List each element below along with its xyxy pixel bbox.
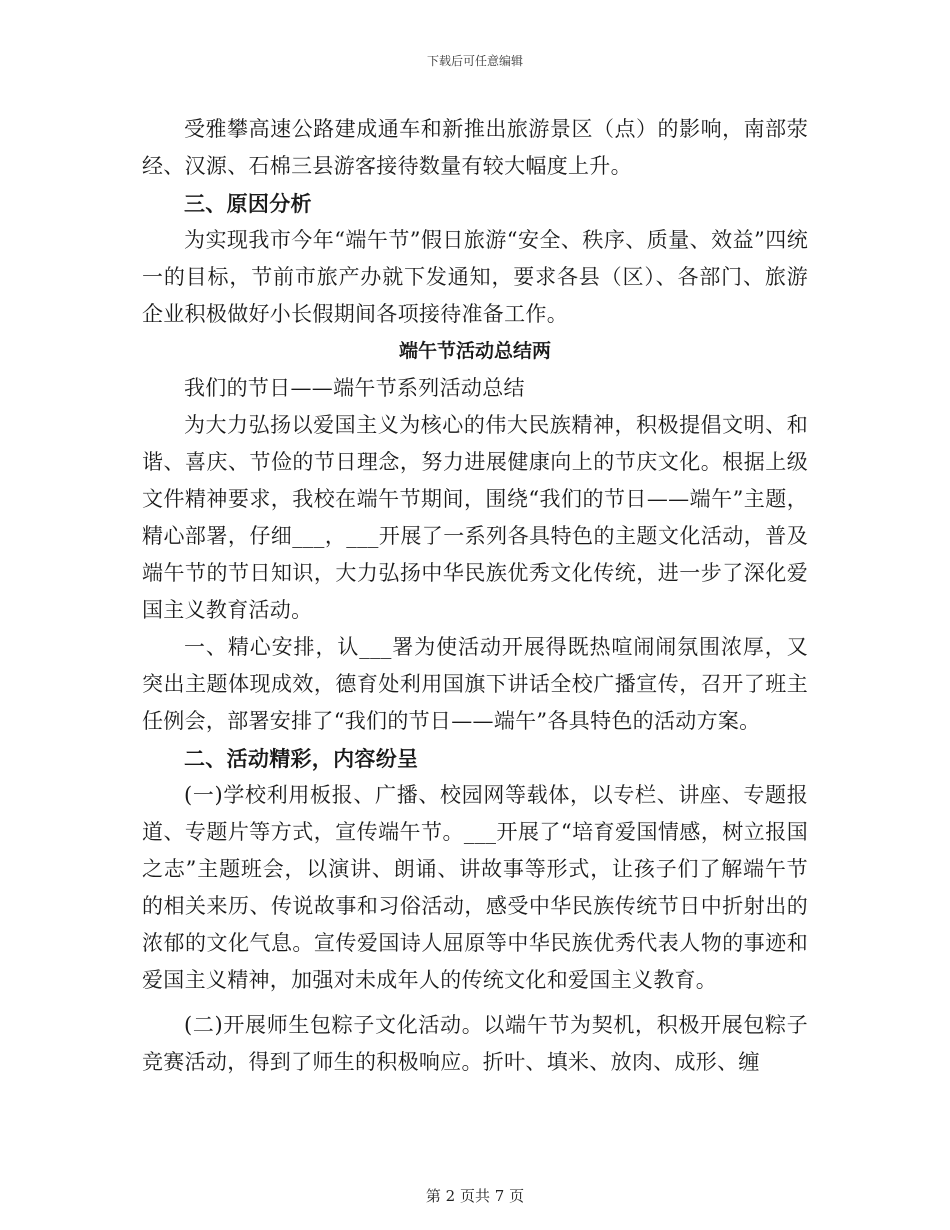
paragraph-arrangement: 一、精心安排，认___署为使活动开展得既热喧闹闹氛围浓厚，又突出主题体现成效，德育处利用国旗下讲话全校广播宣传，召开了班主任例会，部署安排了“我们的节日——端午”各具特色的活动方案。 bbox=[142, 635, 808, 733]
paragraph-cause-detail: 为实现我市今年“端午节”假日旅游“安全、秩序、质量、效益”四统一的目标，节前市旅产办就下发通知，要求各县（区）、各部门、旅游企业积极做好小长假期间各项接待准备工作。 bbox=[142, 228, 808, 326]
heading-activities: 二、活动精彩，内容纷呈 bbox=[184, 746, 419, 771]
page-header: 下载后可任意编辑 bbox=[426, 54, 523, 68]
paragraph-tourism-rise: 受雅攀高速公路建成通车和新推出旅游景区（点）的影响，南部荥经、汉源、石棉三县游客接待数量有较大幅度上升。 bbox=[142, 117, 808, 178]
subtitle: 我们的节日——端午节系列活动总结 bbox=[184, 376, 525, 400]
document-body bbox=[142, 111, 808, 1081]
paragraph-activity-two: (二)开展师生包粽子文化活动。以端午节为契机，积极开展包粽子竞赛活动，得到了师生的积极响应。折叶、填米、放肉、成形、缠 bbox=[142, 1013, 808, 1074]
paragraph-activity-one: (一)学校利用板报、广播、校园网等载体，以专栏、讲座、专题报道、专题片等方式，宣传端午节。___开展了“培育爱国情感，树立报国之志”主题班会，以演讲、朗诵、讲故事等形式，让孩子们了解端午节的相关来历、传说故事和习俗活动，感受中华民族传统节日中折射出的浓郁的文化气息。宣传爱国诗人屈原等中华民族优秀代表人物的事迹和爱国主义精神，加强对未成年人的传统文化和爱国主义教育。 bbox=[142, 783, 808, 992]
paragraph-intro: 为大力弘扬以爱国主义为核心的伟大民族精神，积极提倡文明、和谐、喜庆、节俭的节日理念，努力进展健康向上的节庆文化。根据上级文件精神要求，我校在端午节期间，围绕“我们的节日——端午”主题，精心部署，仔细___，___开展了一系列各具特色的主题文化活动，普及端午节的节日知识，大力弘扬中华民族优秀文化传统，进一步了深化爱国主义教育活动。 bbox=[142, 413, 808, 622]
section-title: 端午节活动总结两 bbox=[398, 340, 551, 362]
page-number: 第 2 页共 7 页 bbox=[425, 1187, 525, 1205]
heading-cause-analysis: 三、原因分析 bbox=[184, 191, 312, 216]
